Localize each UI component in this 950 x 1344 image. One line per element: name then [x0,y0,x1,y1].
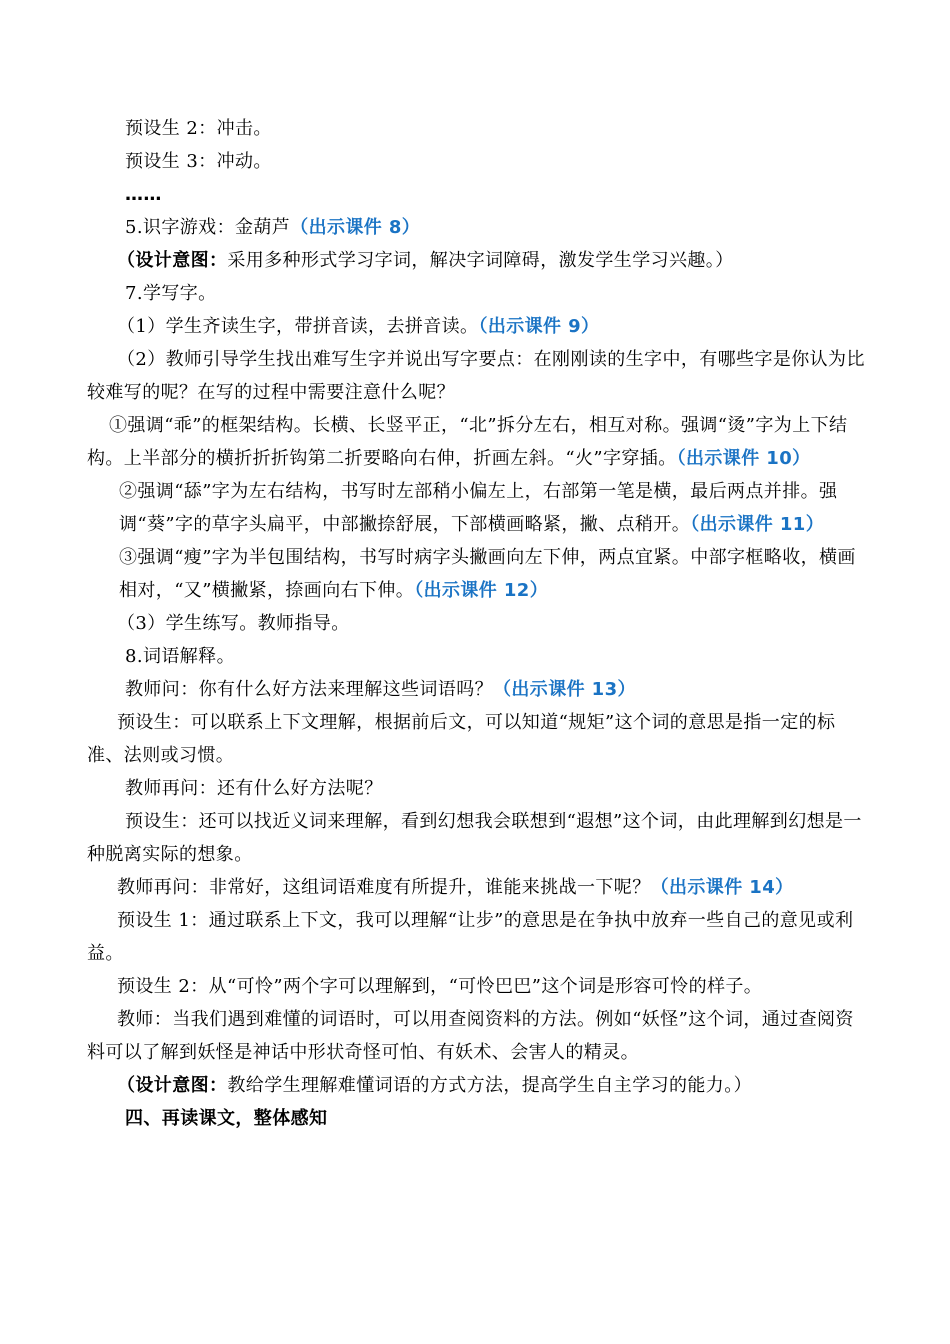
text: 预设生：还可以找近义词来理解，看到幻想我会联想到“遐想”这个词，由此理解到幻想是一种脱离实际的想象。 [87,811,862,865]
text: 预设生：可以联系上下文理解，根据前后文，可以知道“规矩”这个词的意思是指一定的标准、法则或习惯。 [87,712,836,766]
text: 教师再问：还有什么好方法呢？ [125,778,383,799]
document-body [87,112,867,1135]
text: 教师再问：非常好，这组词语难度有所提升，谁能来挑战一下呢？ [117,877,651,898]
text: 预设生 2：冲击。 [125,118,272,139]
courseware-ref: （出示课件 11） [690,514,825,535]
text: …… [125,184,162,205]
paragraph-design-intent-1 [87,244,867,277]
paragraph-preset-student-1-answer [87,904,867,970]
text: 5.识字游戏：金葫芦 [125,217,291,238]
heading-text: 四、再读课文，整体感知 [125,1108,328,1129]
text: ②强调“舔”字为左右结构，书写时左部稍小偏左上，右部第一笔是横，最后两点并排。强调“葵”字的草字头扁平，中部撇捺舒展，下部横画略紧，撇、点稍开。 [119,481,838,535]
courseware-ref: （出示课件 14） [650,877,794,898]
paragraph-word-explanation [87,640,867,673]
text: 教师问：你有什么好方法来理解这些词语吗？ [125,679,493,700]
courseware-ref: （出示课件 12） [414,580,549,601]
section-heading [87,1102,867,1135]
design-intent-label: （设计意图： [117,1075,228,1096]
courseware-ref: （出示课件 13） [493,679,636,700]
text: （2）教师引导学生找出难写生字并说出写字要点：在刚刚读的生字中，有哪些字是你认为比较难写的呢？在写的过程中需要注意什么呢？ [87,349,865,403]
paragraph-teacher-challenge [87,871,867,904]
paragraph-step-2 [87,343,867,409]
paragraph-preset-student-2 [87,112,867,145]
paragraph-point-1 [87,409,867,475]
paragraph-preset-answer-2 [87,805,867,871]
courseware-ref: （出示课件 10） [676,448,811,469]
paragraph-preset-student-3 [87,145,867,178]
text: 预设生 1：通过联系上下文，我可以理解“让步”的意思是在争执中放弃一些自己的意见或利益。 [87,910,854,964]
text: ①强调“乖”的框架结构。长横、长竖平正，“北”拆分左右，相互对称。强调“烫”字为上下结构。上半部分的横折折折钩第二折要略向右伸，折画左斜。“火”字穿插。 [87,415,848,469]
text: （3）学生练写。教师指导。 [117,613,350,634]
text: 教给学生理解难懂词语的方式方法，提高学生自主学习的能力。） [227,1075,753,1096]
paragraph-literacy-game [87,211,867,244]
paragraph-preset-answer-1 [87,706,867,772]
text: （1）学生齐读生字，带拼音读，去拼音读。 [117,316,479,337]
paragraph-design-intent-2 [87,1069,867,1102]
paragraph-point-2 [87,475,867,541]
paragraph-teacher-question [87,673,867,706]
text: 教师：当我们遇到难懂的词语时，可以用查阅资料的方法。例如“妖怪”这个词，通过查阅资料可以了解到妖怪是神话中形状奇怪可怕、有妖术、会害人的精灵。 [87,1009,854,1063]
paragraph-step-1 [87,310,867,343]
text: 预设生 3：冲动。 [125,151,272,172]
paragraph-point-3 [87,541,867,607]
text: 采用多种形式学习字词，解决字词障碍，激发学生学习兴趣。） [227,250,734,271]
text: 8.词语解释。 [125,646,235,667]
paragraph-preset-student-2-answer [87,970,867,1003]
courseware-ref: （出示课件 9） [478,316,600,337]
courseware-ref: （出示课件 8） [290,217,421,238]
paragraph-teacher-ask-again [87,772,867,805]
text: 预设生 2：从“可怜”两个字可以理解到，“可怜巴巴”这个词是形容可怜的样子。 [117,976,763,997]
paragraph-step-3 [87,607,867,640]
design-intent-label: （设计意图： [117,250,228,271]
paragraph-learn-writing [87,277,867,310]
text: 7.学写字。 [125,283,217,304]
text: ③强调“瘦”字为半包围结构，书写时病字头撇画向左下伸，两点宜紧。中部字框略收，横画相对，“又”横撇紧，捺画向右下伸。 [119,547,856,601]
paragraph-teacher-summary [87,1003,867,1069]
paragraph-ellipsis [87,178,867,211]
